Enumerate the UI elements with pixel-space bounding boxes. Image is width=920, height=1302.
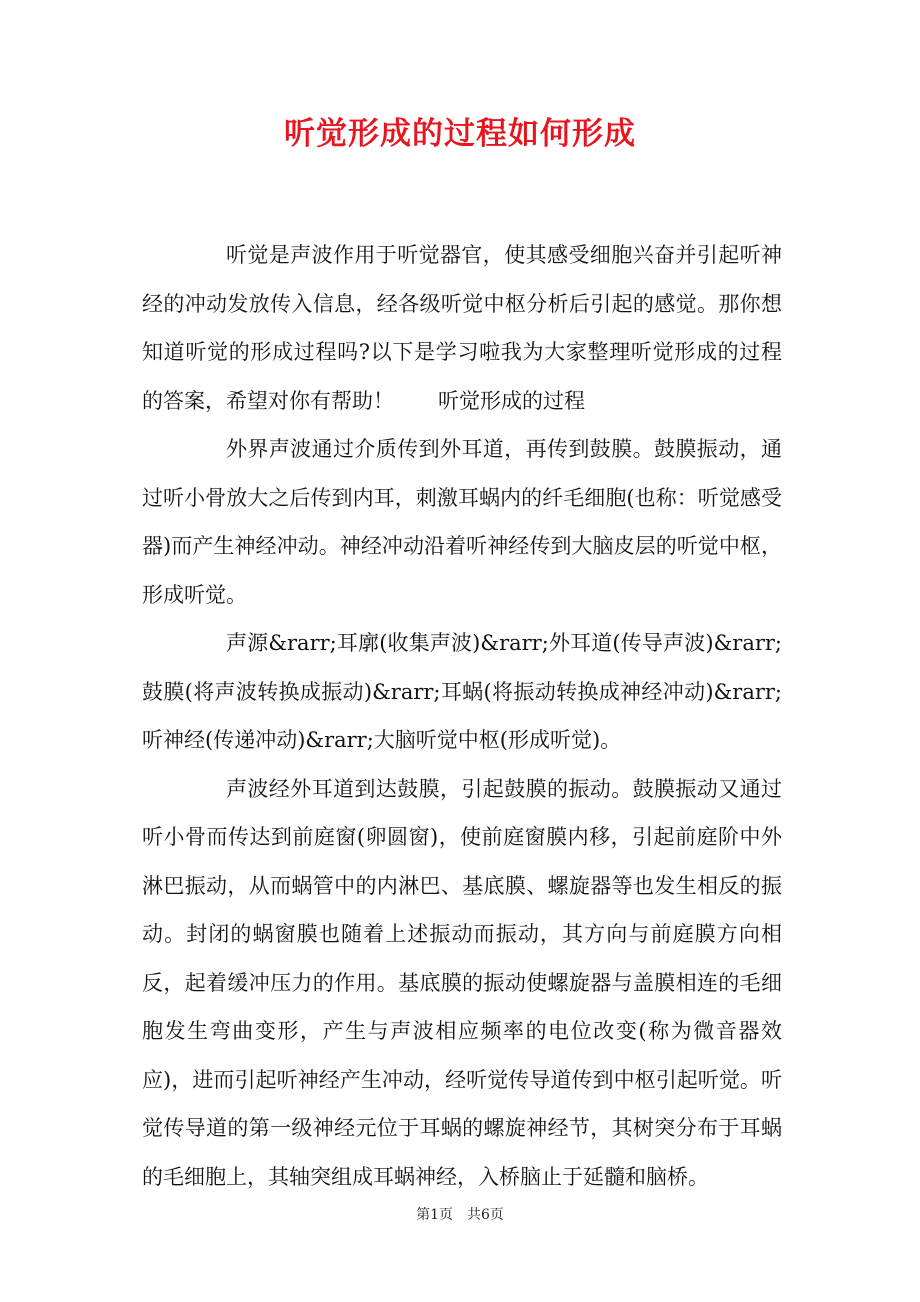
paragraph-text: 听觉是声波作用于听觉器官，使其感受细胞兴奋并引起听神经的冲动发放传入信息，经各级听觉中枢分析后引起的感觉。那你想知道听觉的形成过程吗?以下是学习啦我为大家整理听觉形成的过程的答案，希望对你有帮助！ — [142, 243, 782, 413]
page-footer — [0, 1205, 920, 1225]
section-subheading: 听觉形成的过程 — [438, 388, 585, 413]
paragraph-intro — [142, 231, 782, 425]
page-total: 共6页 — [467, 1207, 504, 1223]
document-body — [142, 231, 782, 1201]
paragraph-mechanism: 声波经外耳道到达鼓膜，引起鼓膜的振动。鼓膜振动又通过听小骨而传达到前庭窗(卵圆窗)，使前庭窗膜内移，引起前庭阶中外淋巴振动，从而蜗管中的内淋巴、基底膜、螺旋器等也发生相反的振动。封闭的蜗窗膜也随着上述振动而振动，其方向与前庭膜方向相反，起着缓冲压力的作用。基底膜的振动使螺旋器与盖膜相连的毛细胞发生弯曲变形，产生与声波相应频率的电位改变(称为微音器效应)，进而引起听神经产生冲动，经听觉传导道传到中枢引起听觉。听觉传导道的第一级神经元位于耳蜗的螺旋神经节，其树突分布于耳蜗的毛细胞上，其轴突组成耳蜗神经，入桥脑止于延髓和脑桥。 — [142, 776, 782, 1189]
paragraph-pathway: 声源&rarr;耳廓(收集声波)&rarr;外耳道(传导声波)&rarr;鼓膜(将声波转换成振动)&rarr;耳蜗(将振动转换成神经冲动)&rarr;听神经(传递冲动)&rarr;大脑听觉中枢(形成听觉)。 — [142, 631, 782, 752]
page-title: 听觉形成的过程如何形成 — [284, 116, 636, 152]
page-number: 第1页 — [416, 1207, 453, 1223]
paragraph-process: 外界声波通过介质传到外耳道，再传到鼓膜。鼓膜振动，通过听小骨放大之后传到内耳，刺激耳蜗内的纤毛细胞(也称：听觉感受器)而产生神经冲动。神经冲动沿着听神经传到大脑皮层的听觉中枢，形成听觉。 — [142, 437, 782, 607]
